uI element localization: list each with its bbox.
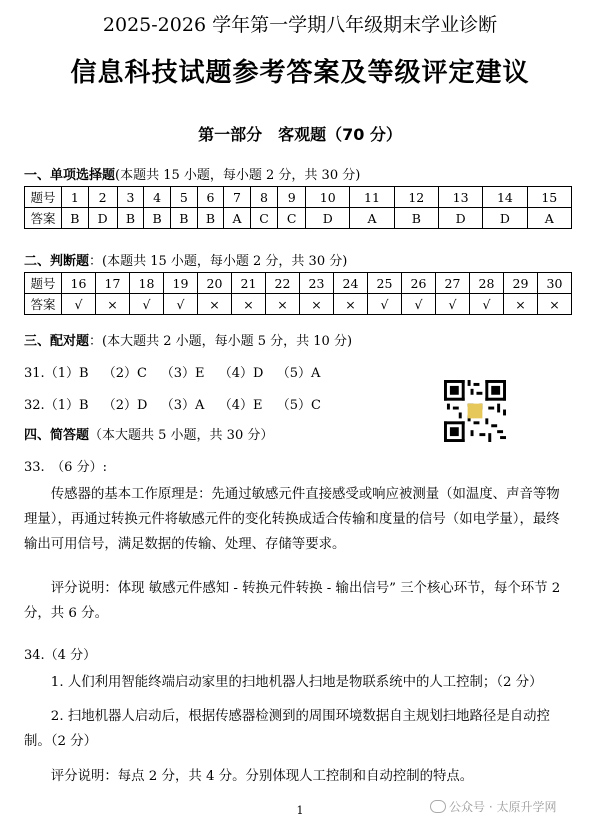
s1-num-10: 10 (306, 187, 350, 208)
section4-note: （本大题共 5 小题，共 30 分） (89, 428, 274, 443)
section1-number-label: 题号 (25, 187, 62, 208)
s2-ans-16: √ (62, 294, 96, 315)
q31-row (24, 362, 335, 381)
s1-ans-2: D (88, 208, 117, 229)
s1-ans-14: D (483, 208, 527, 229)
s1-num-3: 3 (117, 187, 144, 208)
s2-ans-22: × (266, 294, 300, 315)
s1-num-11: 11 (350, 187, 394, 208)
s2-num-29: 29 (504, 273, 538, 294)
s1-num-12: 12 (394, 187, 438, 208)
s1-num-6: 6 (197, 187, 224, 208)
q32-item-3: （3）A (160, 398, 205, 413)
q31-item-1: （1）B (44, 366, 89, 381)
s2-num-16: 16 (62, 273, 96, 294)
section3-title: 三、配对题 (24, 334, 90, 349)
s1-num-4: 4 (144, 187, 171, 208)
q31-label: 31. (24, 366, 45, 381)
section1-answer-label: 答案 (25, 208, 62, 229)
s1-ans-10: D (306, 208, 350, 229)
s1-ans-13: D (438, 208, 482, 229)
exam-title-line2: 信息科技试题参考答案及等级评定建议 (70, 58, 530, 88)
q31-item-4: （4）D (218, 366, 264, 381)
q31-item-2: （2）C (102, 366, 147, 381)
s2-ans-21: × (232, 294, 266, 315)
section2-number-label: 题号 (25, 273, 62, 294)
section3-note: ：(本大题共 2 小题，每小题 5 分，共 10 分) (89, 334, 353, 349)
s1-num-2: 2 (88, 187, 117, 208)
s2-num-26: 26 (402, 273, 436, 294)
q32-item-2: （2）D (102, 398, 148, 413)
s1-num-8: 8 (250, 187, 278, 208)
s1-num-5: 5 (170, 187, 197, 208)
wechat-icon (430, 800, 446, 813)
s1-num-7: 7 (224, 187, 250, 208)
s2-num-21: 21 (232, 273, 266, 294)
s2-ans-28: √ (470, 294, 504, 315)
s2-ans-27: √ (436, 294, 470, 315)
page-number: 1 (296, 804, 304, 817)
q32-row (24, 394, 335, 413)
q33-heading: 33. （6 分）: (24, 460, 107, 475)
s2-num-18: 18 (130, 273, 164, 294)
section1-note: (本题共 15 小题，每小题 2 分，共 30 分) (115, 168, 361, 183)
part-heading: 第一部分 客观题（70 分） (198, 125, 402, 144)
s1-ans-3: B (117, 208, 144, 229)
q31-item-5: （5）A (276, 366, 321, 381)
section2-title: 二、判断题 (24, 254, 90, 269)
s2-ans-23: × (300, 294, 334, 315)
s2-num-22: 22 (266, 273, 300, 294)
s1-ans-6: B (197, 208, 224, 229)
section2-number-row (25, 273, 572, 294)
section2-note: ：(本题共 15 小题，每小题 2 分，共 30 分) (89, 254, 348, 269)
section1-answer-row (25, 208, 572, 229)
section2-answer-label: 答案 (25, 294, 62, 315)
q34-point-2: 2. 扫地机器人启动后，根据传感器检测到的周围环境数据自主规划扫地路径是自动控制。（2 分） (24, 709, 550, 749)
s2-num-30: 30 (538, 273, 572, 294)
q32-item-5: （5）C (276, 398, 321, 413)
s2-ans-19: √ (164, 294, 198, 315)
section2-answer-row (25, 294, 572, 315)
s2-num-17: 17 (96, 273, 130, 294)
q34-scoring-note: 评分说明：每点 2 分，共 4 分。分别体现人工控制和自动控制的特点。 (50, 769, 474, 784)
watermark-text: 公众号 · 太原升学网 (449, 800, 557, 814)
s1-num-13: 13 (438, 187, 482, 208)
s2-num-24: 24 (334, 273, 368, 294)
q34-point-1: 1. 人们利用智能终端启动家里的扫地机器人扫地是物联系统中的人工控制；（2 分） (50, 675, 543, 690)
q33-answer: 传感器的基本工作原理是：先通过敏感元件直接感受或响应被测量（如温度、声音等物理量），再通过转换元件将敏感元件的变化转换成适合传输和度量的信号（如电学量），最终输出可用信号，满足数据的传输、处理、存储等要求。 (24, 487, 560, 552)
s2-ans-17: × (96, 294, 130, 315)
q32-item-4: （4）E (218, 398, 263, 413)
s1-ans-12: B (394, 208, 438, 229)
s2-ans-29: × (504, 294, 538, 315)
s2-num-23: 23 (300, 273, 334, 294)
s2-num-28: 28 (470, 273, 504, 294)
q31-item-3: （3）E (160, 366, 205, 381)
section3-heading (24, 330, 352, 349)
s1-ans-5: B (170, 208, 197, 229)
section1-number-row (25, 187, 572, 208)
qr-code-image (444, 380, 506, 442)
section2-heading (24, 250, 347, 269)
section1-answer-table (24, 186, 572, 229)
s2-num-19: 19 (164, 273, 198, 294)
s2-ans-18: √ (130, 294, 164, 315)
section4-title: 四、简答题 (24, 428, 90, 443)
s2-num-27: 27 (436, 273, 470, 294)
section1-title: 一、单项选择题 (24, 168, 116, 183)
s1-ans-9: C (278, 208, 306, 229)
s1-num-15: 15 (527, 187, 571, 208)
s2-ans-25: √ (368, 294, 402, 315)
s1-ans-8: C (250, 208, 278, 229)
s1-ans-1: B (62, 208, 89, 229)
s2-ans-24: × (334, 294, 368, 315)
q32-label: 32. (24, 398, 45, 413)
q34-heading: 34.（4 分） (24, 648, 97, 663)
s1-ans-7: A (224, 208, 250, 229)
s1-num-14: 14 (483, 187, 527, 208)
s2-num-20: 20 (198, 273, 232, 294)
s2-ans-30: × (538, 294, 572, 315)
s1-ans-11: A (350, 208, 394, 229)
section2-answer-table (24, 272, 572, 315)
s2-num-25: 25 (368, 273, 402, 294)
s1-num-9: 9 (278, 187, 306, 208)
s1-ans-4: B (144, 208, 171, 229)
s1-num-1: 1 (62, 187, 89, 208)
exam-title-line1: 2025-2026 学年第一学期八年级期末学业诊断 (102, 14, 498, 36)
section4-heading (24, 424, 273, 443)
s1-ans-15: A (527, 208, 571, 229)
q33-scoring-note: 评分说明：体现 敏感元件感知 - 转换元件转换 - 输出信号” 三个核心环节，每个环节 2 分，共 6 分。 (24, 581, 561, 621)
q32-item-1: （1）B (44, 398, 89, 413)
s2-ans-26: √ (402, 294, 436, 315)
watermark (430, 798, 556, 815)
s2-ans-20: × (198, 294, 232, 315)
section1-heading (24, 164, 360, 183)
